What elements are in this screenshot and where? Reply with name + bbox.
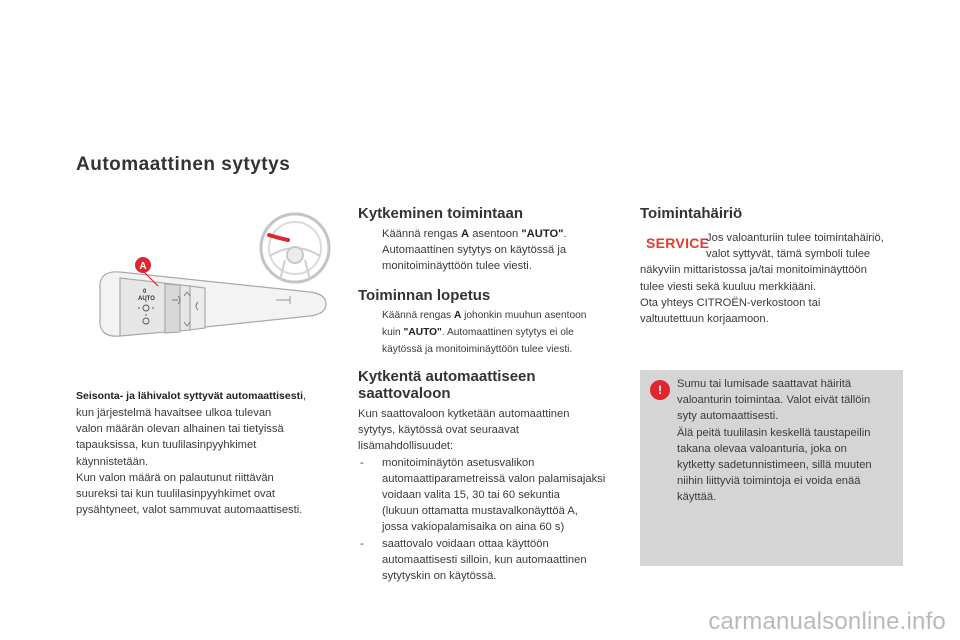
right-line: Ota yhteys CITROËN-verkostoon tai xyxy=(640,296,821,309)
dash-mark: - xyxy=(360,537,364,550)
watermark: carmanualsonline.info xyxy=(708,608,946,635)
s1-auto: "AUTO" xyxy=(521,228,564,240)
lead-comma: , xyxy=(303,390,307,402)
s3-item-line: automaattisesti silloin, kun automaattinen xyxy=(382,553,587,566)
info-box-text xyxy=(677,376,899,506)
s2-text: johonkin muuhun asentoon xyxy=(461,310,587,321)
steering-wheel-icon xyxy=(261,214,329,282)
s3-item-line: automaattiparametreissä valon palamisajaksi xyxy=(382,472,606,485)
s1-line: monitoiminäyttöön tulee viesti. xyxy=(382,260,532,273)
stalk-mark-0: 0 xyxy=(143,289,147,295)
heading-saattovalo-2: saattovaloon xyxy=(358,385,451,402)
s2-text: Käännä rengas xyxy=(382,310,454,321)
box-line: valoanturin toimintaa. Valot eivät tällöin xyxy=(677,394,871,407)
left-line: valon määrän olevan alhainen tai tietyissä xyxy=(76,423,284,436)
s3-list-item xyxy=(358,455,628,536)
lighting-stalk-illustration xyxy=(80,200,340,360)
s1-text: Käännä rengas xyxy=(382,228,461,240)
box-line: Sumu tai lumisade saattavat häiritä xyxy=(677,378,852,390)
s2-ring: A xyxy=(453,310,462,321)
page-title: Automaattinen sytytys xyxy=(76,154,291,175)
left-line: Kun valon määrä on palautunut riittävän xyxy=(76,471,274,484)
s1-ring: A xyxy=(461,228,470,240)
section-kytkeminen xyxy=(358,226,628,275)
dash-mark: - xyxy=(360,456,364,469)
right-line: valtuutettuun korjaamoon. xyxy=(640,313,769,326)
s1-text: . xyxy=(563,228,567,240)
right-line: näkyviin mittaristossa ja/tai monitoiminäyttöön xyxy=(640,264,867,277)
box-line: takana olevaa valoanturia, joka on xyxy=(677,442,847,455)
box-line: Älä peitä tuulilasin keskellä taustapeilin xyxy=(677,426,871,439)
heading-saattovalo xyxy=(358,368,536,402)
section-saattovalo xyxy=(358,406,628,584)
s3-item-line: saattovalo voidaan ottaa käyttöön xyxy=(382,537,549,550)
section-lopetus xyxy=(358,307,628,358)
s3-item-line: sytytyskin on käytössä. xyxy=(382,570,497,583)
info-box xyxy=(640,370,903,566)
s2-auto: "AUTO" xyxy=(403,327,442,338)
heading-kytkeminen: Kytkeminen toimintaan xyxy=(358,205,524,222)
right-line: Jos valoanturiin tulee toimintahäiriö, xyxy=(706,232,884,244)
heading-lopetus: Toiminnan lopetus xyxy=(358,287,491,304)
stalk-mark-auto: AUTO xyxy=(138,296,155,302)
s1-text: asentoon xyxy=(469,228,522,240)
s3-item-line: monitoiminäytön asetusvalikon xyxy=(382,456,535,469)
left-line: suureksi tai kun tuulilasinpyyhkimet ovat xyxy=(76,488,275,501)
s3-item-line: jossa vakiopalamisaika on aina 60 s) xyxy=(382,521,565,534)
s2-text: . Automaattinen sytytys ei ole xyxy=(441,327,574,338)
ring-a-label: A xyxy=(139,261,147,272)
s3-intro: sytytys, käytössä ovat seuraavat xyxy=(358,424,520,437)
s3-list-item xyxy=(358,536,628,585)
s2-text: kuin xyxy=(382,327,404,338)
s3-item-line: (lukuun ottamatta mustavalkonäyttöä A, xyxy=(382,505,578,518)
box-line: niihin liittyviä toimintoja ei voida enää xyxy=(677,475,861,488)
stalk-position-marker xyxy=(269,235,288,240)
left-line: käynnistetään. xyxy=(76,455,149,468)
service-warning-icon: SERVICE xyxy=(646,235,710,251)
lead-bold: Seisonta- ja lähivalot syttyvät automaattisesti xyxy=(76,390,303,402)
s3-intro: lisämahdollisuudet: xyxy=(358,440,454,453)
left-line: tapauksissa, kun tuulilasinpyyhkimet xyxy=(76,439,257,452)
right-line: valot syttyvät, tämä symboli tulee xyxy=(706,248,871,261)
box-line: syty automaattisesti. xyxy=(677,410,779,423)
section-toimintahairio xyxy=(640,230,910,327)
box-line: kytketty sadetunnistimeen, sillä muuten xyxy=(677,459,872,472)
s1-line: Automaattinen sytytys on käytössä ja xyxy=(382,244,567,257)
warning-icon: ! xyxy=(650,380,670,400)
s3-intro: Kun saattovaloon kytketään automaattinen xyxy=(358,408,570,420)
heading-toimintahairio: Toimintahäiriö xyxy=(640,205,743,222)
box-line: käyttää. xyxy=(677,491,717,504)
left-line: kun järjestelmä havaitsee ulkoa tulevan xyxy=(76,407,272,419)
left-line: pysähtyneet, valot sammuvat automaattisesti. xyxy=(76,504,303,517)
left-description xyxy=(76,388,346,518)
heading-saattovalo-1: Kytkentä automaattiseen xyxy=(358,368,536,385)
s3-item-line: voidaan valita 15, 30 tai 60 sekuntia xyxy=(382,489,560,502)
right-line: tulee viesti sekä kuuluu merkkiääni. xyxy=(640,280,816,293)
s2-line: käytössä ja monitoiminäyttöön tulee viesti. xyxy=(382,344,573,355)
